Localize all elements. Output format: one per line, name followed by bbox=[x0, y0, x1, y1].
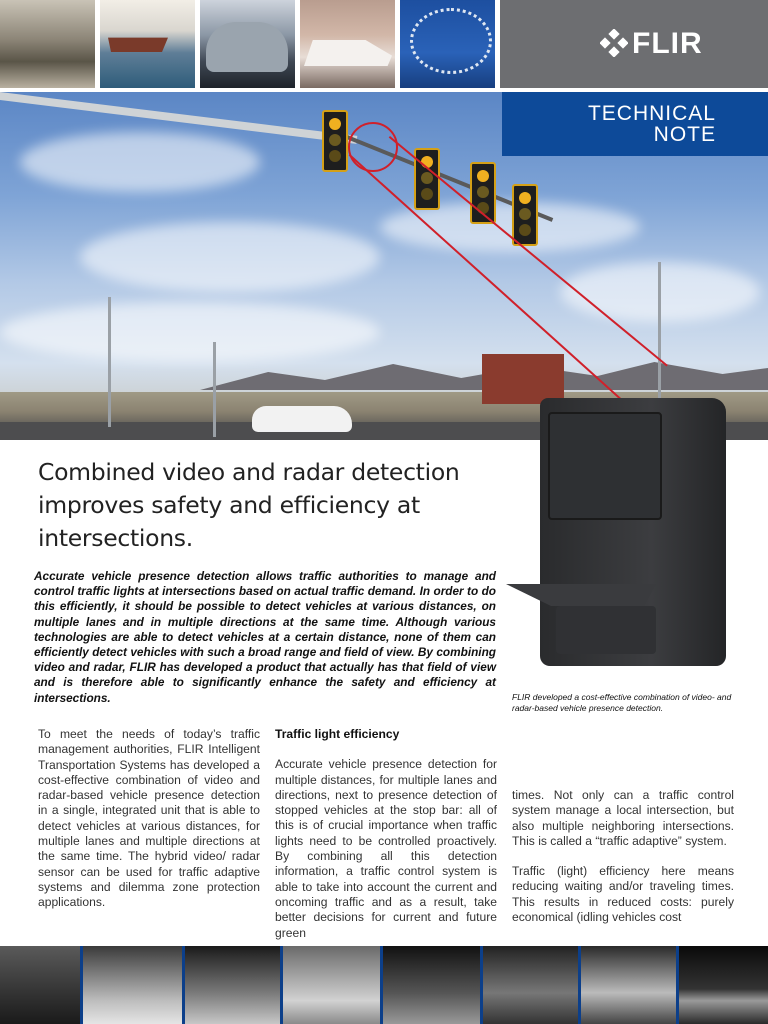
body-column-1 bbox=[38, 727, 260, 926]
headline: Combined video and radar detection improves safety and efficiency at intersections. bbox=[38, 458, 460, 552]
photo-harbor bbox=[100, 0, 195, 88]
col3-paragraph-1: times. Not only can a traffic control system manage a local intersection, but also multiple neighboring intersections. This is called a “traffic adaptive” system. bbox=[512, 788, 734, 848]
car-shape bbox=[206, 22, 288, 72]
street-lamp bbox=[108, 297, 111, 427]
technical-note-badge bbox=[502, 92, 768, 156]
top-photo-strip bbox=[0, 0, 500, 88]
photo-barbed-wire bbox=[400, 0, 495, 88]
boat-shape bbox=[108, 28, 168, 52]
device-visor bbox=[506, 584, 656, 606]
thermal-photo bbox=[0, 946, 80, 1024]
device-caption: FLIR developed a cost-effective combination of video- and radar-based vehicle presence detection. bbox=[512, 692, 732, 713]
thermal-photo bbox=[283, 946, 380, 1024]
thermal-photo bbox=[581, 946, 676, 1024]
building bbox=[482, 354, 564, 404]
badge-line-2: NOTE bbox=[653, 123, 716, 146]
white-car bbox=[252, 406, 352, 432]
traffic-signal bbox=[414, 148, 440, 210]
traffic-signal bbox=[512, 184, 538, 246]
flir-diamond-icon bbox=[600, 29, 628, 57]
thermal-photo bbox=[383, 946, 480, 1024]
thermal-photo bbox=[83, 946, 181, 1024]
traffic-signal bbox=[322, 110, 348, 172]
yacht-shape bbox=[304, 40, 392, 66]
col3-paragraph-2: Traffic (light) efficiency here means reducing waiting and/or traveling times. This results in reduced costs: purely economical (idling vehicles cost bbox=[512, 864, 734, 925]
flir-logo: FLIR bbox=[632, 27, 703, 60]
device-lens-window bbox=[548, 412, 662, 520]
body-column-3 bbox=[512, 788, 734, 940]
sign-post bbox=[213, 342, 216, 437]
sensor-device-photo bbox=[506, 398, 728, 668]
thermal-photo bbox=[679, 946, 768, 1024]
intro-paragraph: Accurate vehicle presence detection allows traffic authorities to manage and control traffic lights at intersections based on actual traffic demand. In order to do this efficiently, it should be possible to detect vehicles at various distances, on multiple lanes and in multiple directions at the same time. Although various technologies are able to detect vehicles at a certain distance, none of them can efficiently detect vehicles with such a broad range and field of view. By combining video and radar, FLIR has developed a product that actually has that field of view and is therefore able to significantly enhance the safety and efficiency at intersections. bbox=[34, 569, 496, 705]
col2-paragraph: Accurate vehicle presence detection for multiple distances, for multiple lanes and directions, next to presence detection of stopped vehicles at the stop bar: all of this is of crucial importance when traffic lights need to be controlled proactively. By combining all this detection information, a traffic control system is able to take into account the current and oncoming traffic and as a result, take better decisions for current and future green bbox=[275, 757, 497, 940]
callout-line bbox=[389, 136, 668, 367]
col1-paragraph: To meet the needs of today’s traffic management authorities, FLIR Intelligent Transportation Systems has developed a cost-effective combination of video and radar-based vehicle presence detection in a single, integrated unit that is able to detect vehicles at various distances, for multiple lanes and multiple directions at the same time. The hybrid video/ radar sensor can be used for traffic adaptive systems and dilemma zone protection applications. bbox=[38, 727, 260, 910]
highlight-circle bbox=[348, 122, 398, 172]
bottom-photo-strip bbox=[0, 946, 768, 1024]
section-heading: Traffic light efficiency bbox=[275, 727, 400, 741]
thermal-photo bbox=[185, 946, 280, 1024]
wire-shape bbox=[410, 8, 492, 74]
badge-line-1: TECHNICAL bbox=[587, 102, 716, 125]
thermal-photo bbox=[483, 946, 577, 1024]
photo-yacht bbox=[300, 0, 395, 88]
photo-terminal bbox=[0, 0, 95, 88]
body-column-2 bbox=[275, 727, 497, 956]
device-lower-panel bbox=[556, 606, 656, 654]
photo-car bbox=[200, 0, 295, 88]
